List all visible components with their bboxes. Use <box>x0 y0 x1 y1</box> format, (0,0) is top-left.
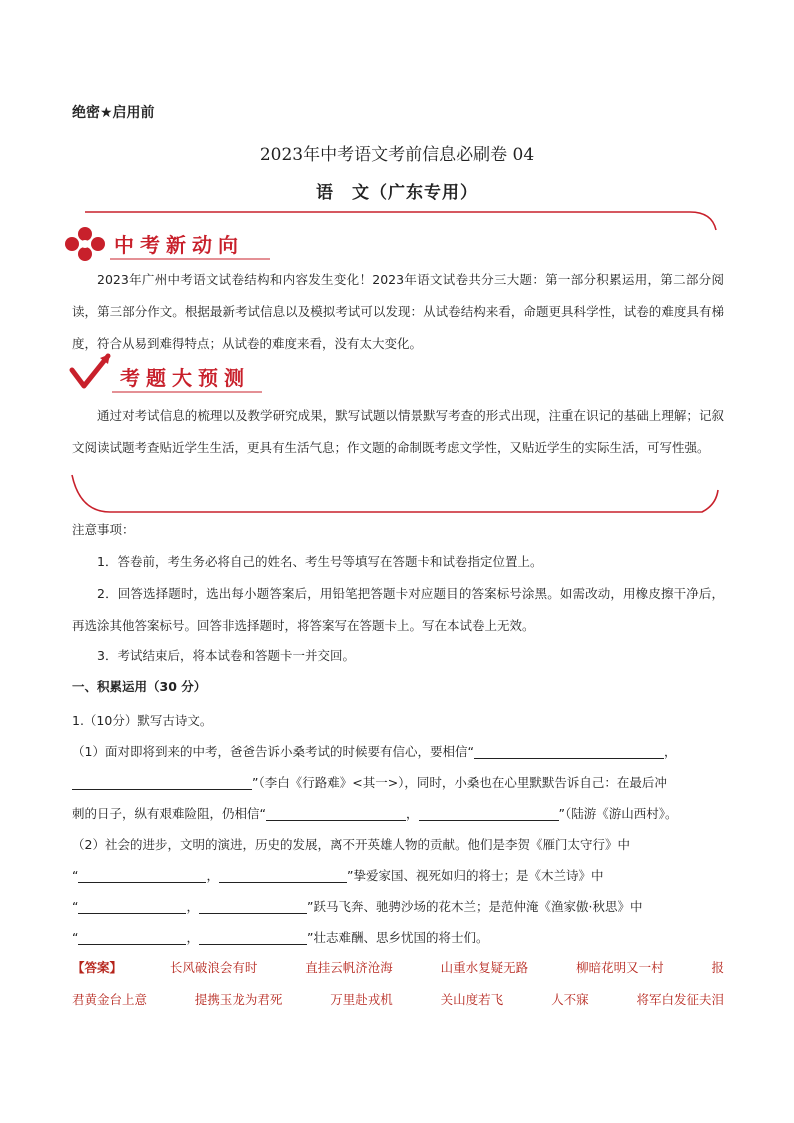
notice-item-2: 2．回答选择题时，选出每小题答案后，用铅笔把答题卡对应题目的答案标号涂黑。如需改动，用橡皮擦干净后，再选涂其他答案标号。回答非选择题时，将答案写在答题卡上。写在本试卷上无效。 <box>72 586 724 633</box>
answer-blank[interactable] <box>474 742 664 759</box>
clover-icon <box>65 227 105 261</box>
notice-item-1: 1．答卷前，考生务必将自己的姓名、考生号等填写在答题卡和试卷指定位置上。 <box>97 554 543 569</box>
answer-blank[interactable] <box>72 773 252 790</box>
sub2-text-b: ”挚爱家国、视死如归的将士；是《木兰诗》中 <box>347 868 604 883</box>
document-title: 2023年中考语文考前信息必刷卷 04 <box>259 145 535 165</box>
prediction-heading: 考题大预测 <box>120 366 250 390</box>
sub1-text-a: （1）面对即将到来的中考，爸爸告诉小桑考试的时候要有信心，要相信“ <box>72 744 474 759</box>
comma: ， <box>206 868 219 883</box>
quote-open: “ <box>72 868 79 883</box>
question1-sub1 <box>72 736 724 829</box>
answer-item: 长风破浪会有时 <box>169 960 258 975</box>
frame-top-curve <box>85 212 716 230</box>
sub2-text-d: ”壮志难酬、思乡忧国的将士们。 <box>307 930 489 945</box>
prediction-text: 通过对考试信息的梳理以及教学研究成果，默写试题以情景默写考查的形式出现，注重在识记的基础上理解；记叙文阅读试题考查贴近学生生活，更具有生活气息；作文题的命制既考虑文学性，又贴近学生的实际生活，可写性强。 <box>72 408 724 455</box>
question1-stem: 1.（10分）默写古诗文。 <box>72 713 213 728</box>
answer-item: 山重水复疑无路 <box>440 960 529 975</box>
confidential-label: 绝密★启用前 <box>72 105 155 121</box>
answer-blank[interactable] <box>419 804 559 821</box>
answer-item: 直挂云帆济沧海 <box>305 960 393 975</box>
answer-row-2 <box>72 990 724 1008</box>
answer-item: 人不寐 <box>551 992 589 1007</box>
answer-item: 柳暗花明又一村 <box>576 960 664 975</box>
notice-title: 注意事项： <box>72 522 135 537</box>
notice-item-3: 3．考试结束后，将本试卷和答题卡一并交回。 <box>97 648 355 663</box>
comma: ， <box>186 899 199 914</box>
answer-item: 报 <box>711 960 724 975</box>
sub1-text-c: ”（李白《行路难》<其一>），同时，小桑也在心里默默告诉自己：在最后冲 <box>252 775 667 790</box>
sub2-text-c: ”跃马飞奔、驰骋沙场的花木兰；是范仲淹《渔家傲·秋思》中 <box>307 899 643 914</box>
trend-text: 2023年广州中考语文试卷结构和内容发生变化！2023年语文试卷共分三大题：第一部分积累运用，第二部分阅读，第三部分作文。根据最新考试信息以及模拟考试可以发现：从试卷结构来看，命题更具科学性，试卷的难度具有梯度，符合从易到难得特点；从试卷的难度来看，没有太大变化。 <box>72 272 724 351</box>
sub1-text-e: ， <box>405 806 419 821</box>
answer-blank[interactable] <box>199 928 307 945</box>
document-subtitle: 语 文（广东专用） <box>316 183 478 203</box>
sub1-text-d: 刺的日子，纵有艰难险阻，仍相信“ <box>72 806 266 821</box>
part1-title: 一、积累运用（30 分） <box>72 679 207 694</box>
answer-item: 将军白发征夫泪 <box>636 992 724 1007</box>
answer-blank[interactable] <box>78 866 206 883</box>
answer-blank[interactable] <box>199 897 307 914</box>
sub1-text-b: ， <box>663 744 677 759</box>
answer-blank[interactable] <box>78 897 186 914</box>
answer-item: 关山度若飞 <box>440 992 504 1007</box>
question1-sub2 <box>72 829 724 953</box>
answer-item: 万里赴戎机 <box>330 992 393 1007</box>
sub2-text-a: （2）社会的进步，文明的演进，历史的发展，离不开英雄人物的贡献。他们是李贺《雁门太守行》中 <box>72 837 630 852</box>
trend-heading: 中考新动向 <box>114 233 244 257</box>
answer-blank[interactable] <box>266 804 406 821</box>
answer-item: 提携玉龙为君死 <box>194 992 283 1007</box>
answer-item: 君黄金台上意 <box>72 992 148 1007</box>
quote-open: “ <box>72 930 79 945</box>
comma: ， <box>186 930 199 945</box>
answer-blank[interactable] <box>219 866 347 883</box>
answer-blank[interactable] <box>78 928 186 945</box>
quote-open: “ <box>72 899 79 914</box>
answer-label: 【答案】 <box>72 960 123 975</box>
sub1-text-f: ”（陆游《游山西村》。 <box>558 806 678 821</box>
answer-row-1 <box>72 958 724 976</box>
frame-bottom-curve <box>72 475 718 512</box>
